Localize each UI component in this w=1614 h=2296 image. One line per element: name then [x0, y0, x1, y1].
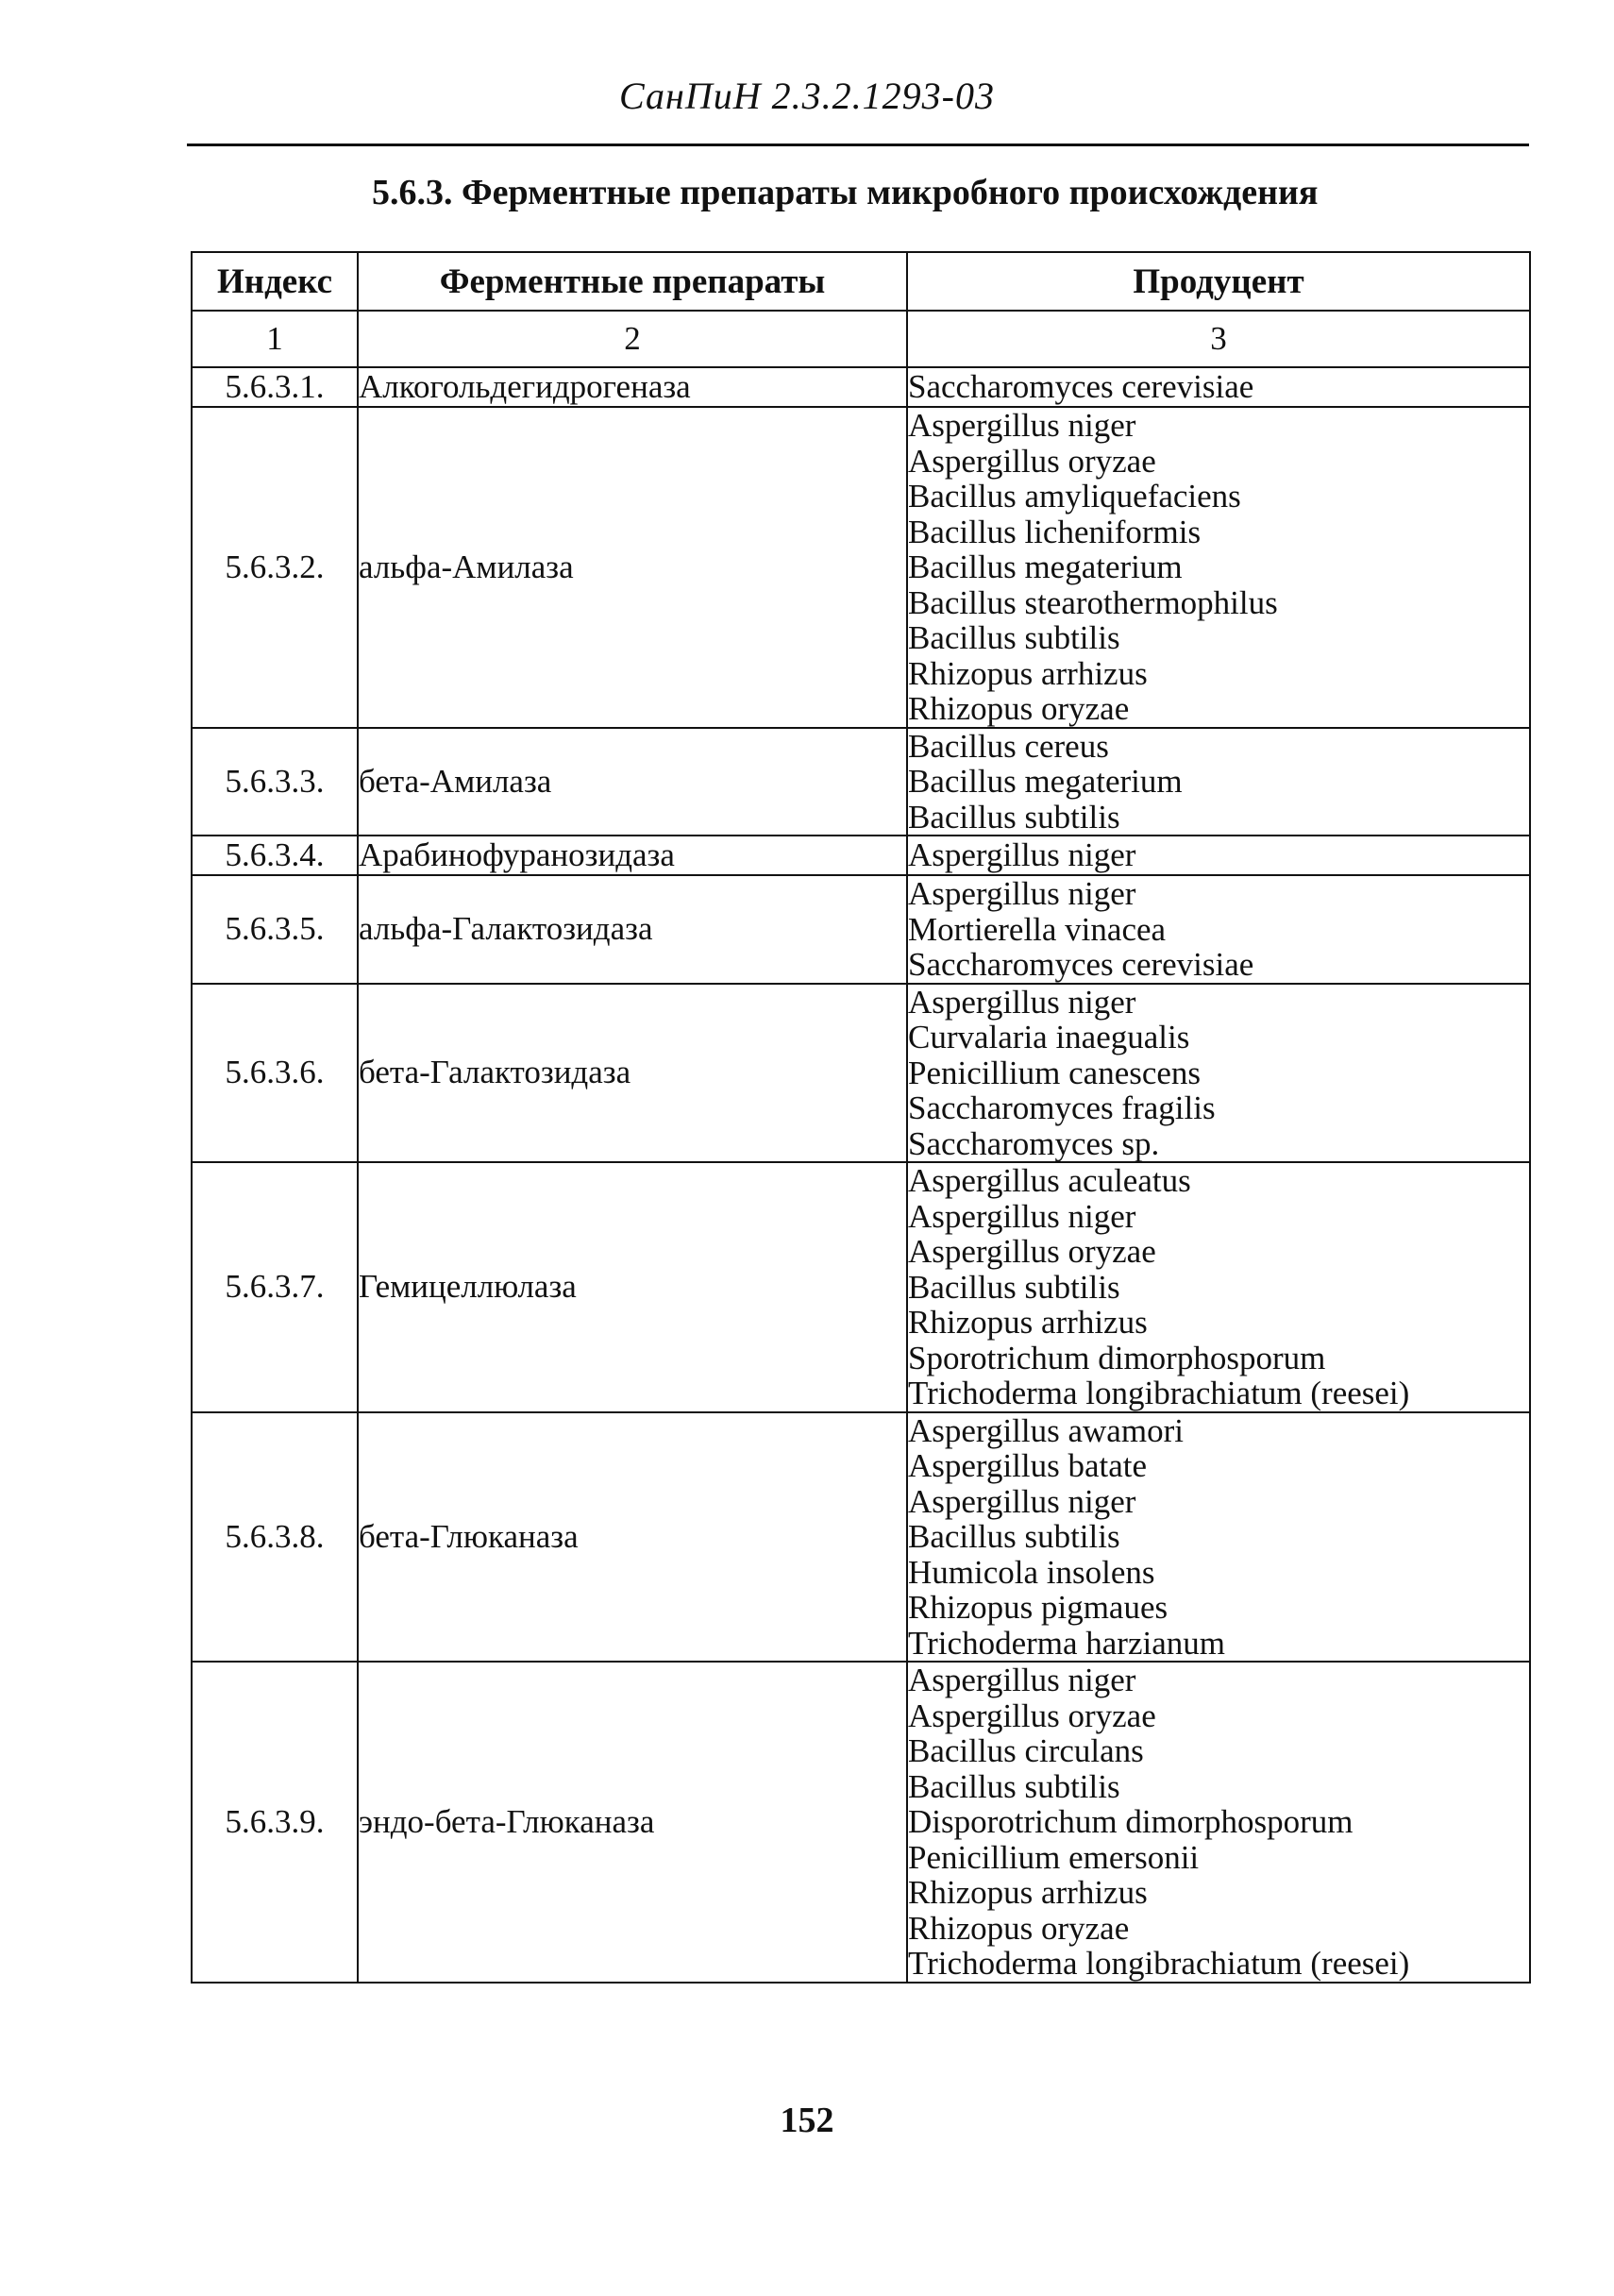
table-row [192, 1412, 1530, 1663]
producer-list [907, 1662, 1530, 1983]
running-header: СанПиН 2.3.2.1293-03 [619, 75, 995, 117]
column-header-index: Индекс [192, 252, 358, 311]
row-index: 5.6.3.9. [192, 1662, 358, 1983]
enzyme-name: бета-Амилаза [358, 728, 907, 836]
table-row [192, 728, 1530, 836]
producer-list [907, 1412, 1530, 1663]
producer-list [907, 367, 1530, 407]
producer-name: Bacillus stearothermophilus [908, 583, 1278, 621]
table-row [192, 367, 1530, 407]
enzyme-name: альфа-Галактозидаза [358, 875, 907, 984]
producer-name: Saccharomyces sp. [908, 1124, 1160, 1162]
producer-name: Trichoderma harzianum [908, 1624, 1225, 1662]
column-header-enzyme: Ферментные препараты [358, 252, 907, 311]
row-index: 5.6.3.3. [192, 728, 358, 836]
producer-name: Bacillus megaterium [908, 549, 1183, 585]
producer-name: Aspergillus awamori [908, 1411, 1184, 1449]
producer-name: Aspergillus niger [908, 983, 1136, 1021]
row-index: 5.6.3.4. [192, 836, 358, 875]
producer-name: Aspergillus niger [908, 1197, 1136, 1235]
table-row [192, 1662, 1530, 1983]
producer-name: Bacillus subtilis [908, 619, 1120, 656]
producer-name: Bacillus cereus [908, 727, 1109, 765]
producer-name: Trichoderma longibrachiatum (reesei) [908, 1945, 1410, 1982]
producer-name: Bacillus amyliquefaciens [908, 478, 1241, 515]
enzyme-table [191, 251, 1531, 1984]
row-index: 5.6.3.7. [192, 1162, 358, 1412]
page-number: 152 [780, 2101, 834, 2140]
producer-name: Humicola insolens [908, 1553, 1155, 1591]
producer-name: Saccharomyces cerevisiae [908, 946, 1254, 983]
producer-name: Rhizopus pigmaues [908, 1589, 1168, 1626]
table-row [192, 836, 1530, 875]
producer-name: Rhizopus oryzae [908, 1909, 1130, 1947]
enzyme-name: Гемицеллюлаза [358, 1162, 907, 1412]
row-index: 5.6.3.1. [192, 367, 358, 407]
producer-name: Rhizopus arrhizus [908, 654, 1148, 692]
enzyme-name: Арабинофуранозидаза [358, 836, 907, 875]
producer-name: Rhizopus oryzae [908, 690, 1130, 727]
producer-list [907, 984, 1530, 1163]
producer-name: Disporotrichum dimorphosporum [908, 1803, 1353, 1840]
table-body [192, 367, 1530, 1983]
table-header-row [192, 252, 1530, 311]
table-row [192, 984, 1530, 1163]
producer-name: Saccharomyces fragilis [908, 1089, 1216, 1126]
column-number: 1 [192, 311, 358, 367]
producer-name: Aspergillus niger [908, 1482, 1136, 1520]
producer-name: Sporotrichum dimorphosporum [908, 1339, 1326, 1376]
producer-list [907, 836, 1530, 875]
producer-name: Bacillus subtilis [908, 1767, 1120, 1805]
enzyme-name: Алкогольдегидрогеназа [358, 367, 907, 407]
producer-name: Trichoderma longibrachiatum (reesei) [908, 1375, 1410, 1411]
producer-name: Rhizopus arrhizus [908, 1304, 1148, 1341]
producer-name: Bacillus licheniformis [908, 513, 1202, 550]
producer-list [907, 728, 1530, 836]
column-header-producer: Продуцент [907, 252, 1530, 311]
producer-name: Rhizopus arrhizus [908, 1874, 1148, 1911]
producer-name: Bacillus subtilis [908, 798, 1120, 836]
producer-name: Curvalaria inaegualis [908, 1019, 1190, 1055]
table-row [192, 1162, 1530, 1412]
row-index: 5.6.3.8. [192, 1412, 358, 1663]
column-number: 2 [358, 311, 907, 367]
column-number: 3 [907, 311, 1530, 367]
producer-name: Aspergillus oryzae [908, 1697, 1156, 1734]
producer-name: Penicillium canescens [908, 1054, 1202, 1091]
enzyme-name: бета-Глюканаза [358, 1412, 907, 1663]
producer-name: Aspergillus oryzae [908, 442, 1156, 480]
enzyme-name: бета-Галактозидаза [358, 984, 907, 1163]
producer-name: Bacillus subtilis [908, 1518, 1120, 1555]
column-number-row [192, 311, 1530, 367]
producer-name: Aspergillus aculeatus [908, 1162, 1191, 1199]
enzyme-name: эндо-бета-Глюканаза [358, 1662, 907, 1983]
row-index: 5.6.3.2. [192, 407, 358, 728]
producer-name: Mortierella vinacea [908, 910, 1167, 948]
producer-name: Bacillus subtilis [908, 1268, 1120, 1306]
producer-name: Aspergillus niger [908, 875, 1136, 912]
producer-name: Bacillus circulans [908, 1732, 1144, 1769]
section-title: 5.6.3. Ферментные препараты микробного происхождения [372, 173, 1319, 212]
producer-name: Aspergillus niger [908, 1662, 1136, 1698]
producer-name: Aspergillus batate [908, 1447, 1148, 1484]
header-rule [187, 144, 1529, 146]
producer-name: Aspergillus niger [908, 407, 1136, 444]
enzyme-name: альфа-Амилаза [358, 407, 907, 728]
table-row [192, 407, 1530, 728]
producer-list [907, 875, 1530, 984]
producer-list [907, 1162, 1530, 1412]
producer-name: Aspergillus oryzae [908, 1233, 1156, 1270]
table-row [192, 875, 1530, 984]
producer-list [907, 407, 1530, 728]
producer-name: Penicillium emersonii [908, 1838, 1200, 1876]
producer-name: Aspergillus niger [908, 836, 1136, 874]
row-index: 5.6.3.6. [192, 984, 358, 1163]
producer-name: Bacillus megaterium [908, 763, 1183, 800]
row-index: 5.6.3.5. [192, 875, 358, 984]
producer-name: Saccharomyces cerevisiae [908, 368, 1254, 406]
